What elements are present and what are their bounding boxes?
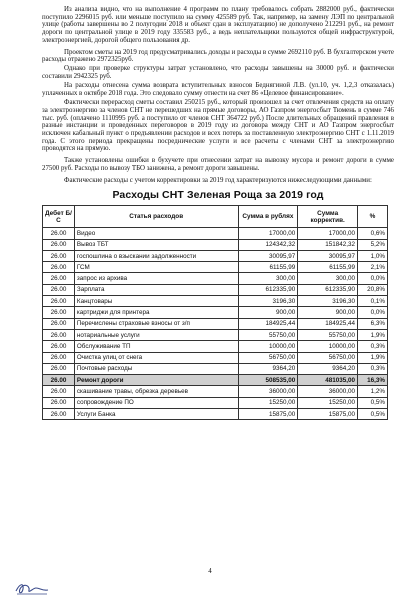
- header-debit: Дебет Б/С: [43, 206, 75, 228]
- debit-cell: 26.00: [43, 318, 75, 329]
- amount-cell: 55750,00: [238, 329, 298, 340]
- debit-cell: 26.00: [43, 397, 75, 408]
- percent-cell: 0,3%: [358, 363, 388, 374]
- table-row: [43, 397, 388, 408]
- amount-cell: 9364,20: [238, 363, 298, 374]
- percent-cell: 0,5%: [358, 397, 388, 408]
- debit-cell: 26.00: [43, 250, 75, 261]
- adjusted-amount-cell: 481035,00: [298, 375, 358, 386]
- table-row: [43, 262, 388, 273]
- table-row: [43, 239, 388, 250]
- amount-cell: 17000,00: [238, 228, 298, 239]
- paragraph-accounting-errors: Также установлены ошибки в бухучете при отнесении затрат на вывозку мусора и ремонт дороги в сумме 27500 руб. Расходы по вывозу ТБО занижена, а ремонт дороги завышены.: [42, 157, 394, 172]
- percent-cell: 0,3%: [358, 341, 388, 352]
- amount-cell: 124342,32: [238, 239, 298, 250]
- percent-cell: 20,8%: [358, 284, 388, 295]
- amount-cell: 3196,30: [238, 296, 298, 307]
- expense-item-cell: Канцтовары: [74, 296, 238, 307]
- amount-cell: 300,00: [238, 273, 298, 284]
- percent-cell: 1,9%: [358, 329, 388, 340]
- debit-cell: 26.00: [43, 375, 75, 386]
- adjusted-amount-cell: 15250,00: [298, 397, 358, 408]
- amount-cell: 56750,00: [238, 352, 298, 363]
- expense-item-cell: Перечислены страховые взносы от з/п: [74, 318, 238, 329]
- table-row: [43, 318, 388, 329]
- expense-item-cell: Ремонт дороги: [74, 375, 238, 386]
- table-row: [43, 329, 388, 340]
- expense-item-cell: Очистка улиц от снега: [74, 352, 238, 363]
- expense-item-cell: скашивание травы, обрезка деревьев: [74, 386, 238, 397]
- table-row: [43, 375, 388, 386]
- amount-cell: 15250,00: [238, 397, 298, 408]
- expense-item-cell: Услуги Банка: [74, 409, 238, 420]
- expense-item-cell: нотариальные услуги: [74, 329, 238, 340]
- table-row: [43, 386, 388, 397]
- table-row: [43, 296, 388, 307]
- adjusted-amount-cell: 56750,00: [298, 352, 358, 363]
- expense-item-cell: госпошлина о взыскании задолженности: [74, 250, 238, 261]
- adjusted-amount-cell: 55750,00: [298, 329, 358, 340]
- adjusted-amount-cell: 17000,00: [298, 228, 358, 239]
- expense-item-cell: Обслуживание ТП: [74, 341, 238, 352]
- amount-cell: 184925,44: [238, 318, 298, 329]
- percent-cell: 0,5%: [358, 409, 388, 420]
- adjusted-amount-cell: 30095,97: [298, 250, 358, 261]
- expense-item-cell: Зарплата: [74, 284, 238, 295]
- amount-cell: 15875,00: [238, 409, 298, 420]
- header-adjusted-amount: Сумма корректив.: [298, 206, 358, 228]
- percent-cell: 1,0%: [358, 250, 388, 261]
- paragraph-overstatement: Однако при проверке структуры затрат установлено, что расходы завышены на 30000 руб. и фактически составили 2942325 руб.: [42, 65, 394, 81]
- table-row: [43, 250, 388, 261]
- amount-cell: 10000,00: [238, 341, 298, 352]
- debit-cell: 26.00: [43, 329, 75, 340]
- page-number: 4: [208, 567, 212, 575]
- paragraph-budget-project: Проектом сметы на 2019 год предусматривались доходы и расходы в сумме 2692110 руб. В бухгалтерском учете расходы отражено 2972325руб.: [42, 48, 394, 64]
- expense-item-cell: Вывоз ТБТ: [74, 239, 238, 250]
- debit-cell: 26.00: [43, 363, 75, 374]
- table-row: [43, 409, 388, 420]
- expense-item-cell: запрос из архива: [74, 273, 238, 284]
- table-row: [43, 273, 388, 284]
- adjusted-amount-cell: 15875,00: [298, 409, 358, 420]
- debit-cell: 26.00: [43, 262, 75, 273]
- expense-item-cell: ГСМ: [74, 262, 238, 273]
- percent-cell: 0,1%: [358, 296, 388, 307]
- adjusted-amount-cell: 900,00: [298, 307, 358, 318]
- debit-cell: 26.00: [43, 284, 75, 295]
- paragraph-analysis: Из анализа видно, что на выполнение 4 программ по плану требовалось собрать 2882000 руб., фактически поступило 2296015 руб. или меньше поступило на сумму 425589 руб. Так, например, на замену ЛЭП по центральной улице (работы завершены во 2 полугодии 2018 и объект сдан в эксплуатацию) не дополучено 212291 руб., на ремонт дороги по центральной улице в 2019 году 335583 руб., а ведь неплательщики пользуются общей инфраструктурой, электроэнергией, дорогой общего пользования др.: [42, 6, 394, 44]
- expense-item-cell: картриджи для принтера: [74, 307, 238, 318]
- expense-item-cell: Почтовые расходы: [74, 363, 238, 374]
- table-row: [43, 284, 388, 295]
- amount-cell: 36000,00: [238, 386, 298, 397]
- debit-cell: 26.00: [43, 273, 75, 284]
- debit-cell: 26.00: [43, 239, 75, 250]
- adjusted-amount-cell: 36000,00: [298, 386, 358, 397]
- table-row: [43, 228, 388, 239]
- adjusted-amount-cell: 151842,32: [298, 239, 358, 250]
- adjusted-amount-cell: 300,00: [298, 273, 358, 284]
- percent-cell: 5,2%: [358, 239, 388, 250]
- header-expense-item: Статья расходов: [74, 206, 238, 228]
- debit-cell: 26.00: [43, 409, 75, 420]
- amount-cell: 61155,99: [238, 262, 298, 273]
- percent-cell: 1,2%: [358, 386, 388, 397]
- percent-cell: 0,0%: [358, 307, 388, 318]
- percent-cell: 16,3%: [358, 375, 388, 386]
- header-percent: %: [358, 206, 388, 228]
- signature-mark: [14, 579, 50, 597]
- percent-cell: 1,9%: [358, 352, 388, 363]
- expense-item-cell: Видео: [74, 228, 238, 239]
- debit-cell: 26.00: [43, 341, 75, 352]
- percent-cell: 6,3%: [358, 318, 388, 329]
- percent-cell: 0,6%: [358, 228, 388, 239]
- debit-cell: 26.00: [43, 307, 75, 318]
- debit-cell: 26.00: [43, 228, 75, 239]
- amount-cell: 30095,97: [238, 250, 298, 261]
- percent-cell: 0,0%: [358, 273, 388, 284]
- table-row: [43, 352, 388, 363]
- debit-cell: 26.00: [43, 386, 75, 397]
- expense-item-cell: сопровождение ПО: [74, 397, 238, 408]
- paragraph-overspend: Фактически перерасход сметы составил 250215 руб., который произошел за счет отвлечения средств на оплату за электроэнергию за членов СНТ не перешедших на прямые договоры, АО Газпром энергосбыт Тюмень в сумме 746 тыс. руб. (оплачено 1110995 руб. а поступило от членов СНТ 364722 руб.) После длительных обращений правления в разные инстанции и проведенных переговоров в 2019 году из договора между СНТ и АО Газпром энергосбыт исключен кабальный пункт о предъявлении расходов и всех потерь за поставленную электроэнергию СНТ с 1.11.2019 года. С этого периода прекращены посреднические услуги и все расчеты с членами СНТ за электроэнергию проводятся на прямую.: [42, 99, 394, 153]
- adjusted-amount-cell: 61155,99: [298, 262, 358, 273]
- adjusted-amount-cell: 612335,90: [298, 284, 358, 295]
- adjusted-amount-cell: 184925,44: [298, 318, 358, 329]
- expenses-table: [42, 205, 388, 420]
- table-row: [43, 363, 388, 374]
- debit-cell: 26.00: [43, 352, 75, 363]
- amount-cell: 508535,00: [238, 375, 298, 386]
- header-amount: Сумма в рублях: [238, 206, 298, 228]
- table-header-row: [43, 206, 388, 228]
- table-row: [43, 341, 388, 352]
- percent-cell: 2,1%: [358, 262, 388, 273]
- table-row: [43, 307, 388, 318]
- adjusted-amount-cell: 10000,00: [298, 341, 358, 352]
- adjusted-amount-cell: 3196,30: [298, 296, 358, 307]
- paragraph-actual-expenses: Фактические расходы с учетом корректировки за 2019 год характеризуются нижеследующими данными:: [64, 176, 372, 184]
- paragraph-refund: На расходы отнесена сумма возврата вступительных взносов Беднягиной Л.В. (ул.10, уч. 1,2,3 отказалась) уплаченных в октябре 2018 года. Это следовало сумму отнести на счет 86 «Целевое финансирование».: [42, 82, 394, 98]
- debit-cell: 26.00: [43, 296, 75, 307]
- amount-cell: 612335,90: [238, 284, 298, 295]
- amount-cell: 900,00: [238, 307, 298, 318]
- table-title: Расходы СНТ Зеленая Роща за 2019 год: [112, 189, 324, 202]
- adjusted-amount-cell: 9364,20: [298, 363, 358, 374]
